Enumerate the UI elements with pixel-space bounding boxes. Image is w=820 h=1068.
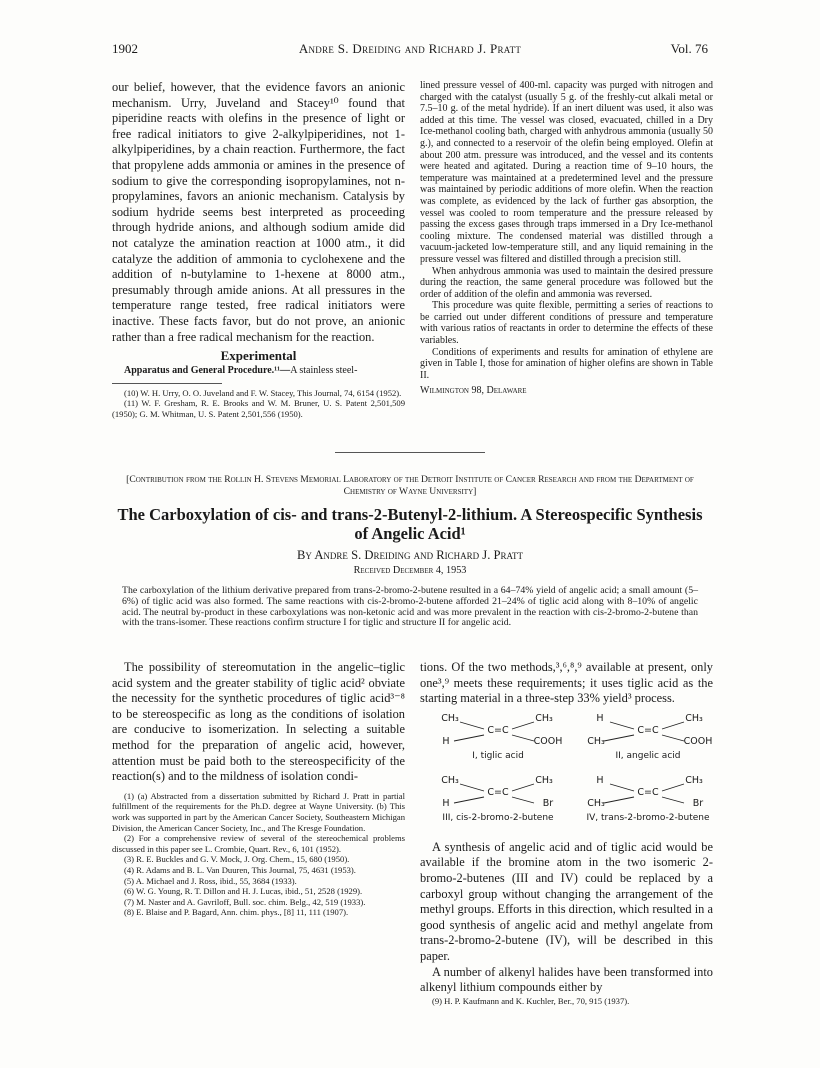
footnote-11: (11) W. F. Gresham, R. E. Brooks and W. M. Bruner, U. S. Patent 2,501,509 (1950); G. M. Whitman, U. S. Patent 2,501,556 (1950). xyxy=(112,398,405,419)
substituent-top-right: CH₃ xyxy=(685,712,703,724)
substituent-bottom-right: COOH xyxy=(533,735,563,747)
bond-line xyxy=(662,784,684,791)
footnote-10: (10) W. H. Urry, O. O. Juveland and F. W. Stacey, This Journal, 74, 6154 (1952). xyxy=(124,387,402,398)
structure-label: IV, trans-2-bromo-2-butene xyxy=(586,812,710,823)
substituent-top-right: CH₃ xyxy=(685,774,703,786)
procedure-paragraph-4: Conditions of experiments and results for amination of ethylene are given in Table I, those for amination of higher olefins are shown in Table II. xyxy=(420,346,713,381)
synthesis-paragraph: A synthesis of angelic acid and of tiglic acid would be available if the bromine atom in the two isomeric 2-bromo-2-butenes (III and IV) could be replaced by a carboxyl group without changing the arrangement of the methyl groups. Efforts in this direction, which resulted in a good synthesis of angelic acid and methyl angelate from trans-2-bromo-2-butene (IV), will be described in this paper. xyxy=(420,839,713,963)
bond-line xyxy=(662,797,684,803)
footnote-rule xyxy=(112,383,222,384)
substituent-bottom-left: H xyxy=(442,735,450,747)
footnote-2: (2) For a comprehensive review of several of the stereochemical problems discussed in this paper see L. Crombie, Quart. Rev., 6, 101 (1952). xyxy=(112,833,405,854)
procedure-paragraph-1: lined pressure vessel of 400-ml. capacity was purged with nitrogen and charged with the catalyst (usually 5 g. of the freshly-cut alkali metal or 7.5–10 g. of the metal hydride). If an inert diluent was used, it also was added at this time. The vessel was closed, evacuated, chilled in a Dry Ice-methanol cooling bath, charged with anhydrous ammonia (usually 50 g.), and connected to a reservoir of the olefin being employed. Olefin at about 200 atm. pressure was introduced, and the vessel and its contents were heated and agitated. During a reaction time of 9–10 hours, the temperature was maintained at a predetermined level and the pressure was maintained by periodic additions of more olefin. When the reaction was complete, as evidenced by the lack of further gas absorption, the vessel was cooled to room temperature and the pressure released by passing the excess gases through traps immersed in a Dry Ice-methanol cooling mixture. The condensed material was distilled through a vacuum-jacketed low-temperature still, and any liquid remaining in the pressure vessel was filtered and distilled through a precision still. xyxy=(420,80,713,265)
footnote-1: (1) (a) Abstracted from a dissertation submitted by Richard J. Pratt in partial fulfillment of the requirements for the Ph.D. degree at Wayne University. (b) This work was supported in part by the American Cancer Society, Southeastern Michigan Division, the American Cancer Society, Inc., and The Kresge Foundation. xyxy=(112,790,405,833)
structure-label: I, tiglic acid xyxy=(472,750,524,761)
experimental-text: A stainless steel- xyxy=(290,365,358,377)
substituent-top-left: CH₃ xyxy=(441,774,459,786)
bond-line xyxy=(604,797,634,803)
substituent-top-left: CH₃ xyxy=(441,712,459,724)
procedure-paragraph-2: When anhydrous ammonia was used to maintain the desired pressure during the reaction, the same general procedure was followed but the order of addition of the olefin and ammonia was reversed. xyxy=(420,265,713,300)
location: Wilmington 98, Delaware xyxy=(420,385,527,397)
abstract: The carboxylation of the lithium derivative prepared from trans-2-bromo-2-butene resulted in a 64–74% yield of angelic acid; a small amount (5–6%) of tiglic acid was also formed. The same reactions with cis-2-bromo-2-butene afforded 21–24% of tiglic acid along with 8–10% of angelic acid. The neutral by-product in these carboxylations was non-ketonic acid and was more prevalent in the reaction with cis-2-bromo-2-butene than with the trans-isomer. These reactions confirm structure I for tiglic and structure II for angelic acid. xyxy=(122,585,698,629)
substituent-bottom-right: Br xyxy=(542,797,554,809)
article-title: The Carboxylation of cis- and trans-2-Butenyl-2-lithium. A Stereospecific Synthesis of Angelic Acid¹ xyxy=(117,505,703,543)
prev-body-text: our belief, however, that the evidence favors an anionic mechanism. Urry, Juveland and Stacey¹⁰ found that piperidine reacts with olefins in the presence of light or free radical initiators to give 2-alkylpiperidines, not 1-alkylpiperidines, by a chain reaction. Furthermore, the fact that propylene adds ammonia or amines in the presence of sodium to give the corresponding isopropylamines, not n-propylamines, favors an anionic mechanism. Catalysis by sodium hydride seems best interpreted as proceeding through hydride anions, and although sodium amide did not catalyze the amination reaction at 1000 atm., it did catalyze the addition of ammonia to cyclohexene and the addition of n-butylamine to 1-hexene at 8000 atm., presumably through amide anions. At all pressures in the temperature range tested, free radical initiators were inactive. These facts favor, but do not prove, an anionic rather than a free radical mechanism for the reaction. xyxy=(112,80,405,344)
footnote-9: (9) H. P. Kaufmann and K. Kuchler, Ber., 70, 915 (1937). xyxy=(432,995,630,1006)
double-bond-label: C=C xyxy=(637,724,659,736)
bond-line xyxy=(662,722,684,729)
bond-line xyxy=(512,735,534,741)
bond-line xyxy=(610,784,634,791)
article-right-column xyxy=(420,660,713,1006)
double-bond-label: C=C xyxy=(637,786,659,798)
footnote-8: (8) E. Blaise and P. Bagard, Ann. chim. phys., [8] 11, 111 (1907). xyxy=(124,907,349,918)
footnotes xyxy=(112,791,405,918)
bond-line xyxy=(460,784,484,791)
substituent-top-right: CH₃ xyxy=(535,712,553,724)
alkenyl-paragraph: A number of alkenyl halides have been transformed into alkenyl lithium compounds either by xyxy=(420,964,713,995)
procedure-paragraph-3: This procedure was quite flexible, permitting a series of reactions to be carried out under different conditions of pressure and temperature with various ratios of reactants in order to determine the effects of these variables. xyxy=(420,300,713,347)
prev-article-right-column xyxy=(420,80,713,396)
structure-label: III, cis-2-bromo-2-butene xyxy=(442,812,554,823)
substituent-bottom-right: Br xyxy=(692,797,704,809)
double-bond-label: C=C xyxy=(487,786,509,798)
intro-continued: tions. Of the two methods,³,⁶,⁸,⁹ available at present, only one³,⁹ meets these requirements; it uses tiglic acid as the starting material in a three-step 33% yield³ process. xyxy=(420,660,713,706)
substituent-bottom-left: H xyxy=(442,797,450,809)
chemical-structures xyxy=(420,707,713,835)
footnote-7: (7) M. Naster and A. Gavriloff, Bull. soc. chim. Belg., 42, 519 (1933). xyxy=(124,896,366,907)
substituent-bottom-right: COOH xyxy=(683,735,713,747)
structure-label: II, angelic acid xyxy=(615,750,681,761)
substituent-top-right: CH₃ xyxy=(535,774,553,786)
intro-text: The possibility of stereomutation in the angelic–tiglic acid system and the greater stability of tiglic acid² obviate the necessity for the synthetic procedures of tiglic acid³⁻⁸ to be stereospecific as long as the conditions of isolation are conducive to isomerization. In selecting a suitable method for the preparation of angelic acid, however, attention must be paid both to the stereospecificity of the reaction(s) and to the mildness of isolation condi- xyxy=(112,660,405,784)
bond-line xyxy=(460,722,484,729)
substituent-bottom-left: CH₃ xyxy=(587,735,605,747)
substituent-top-left: H xyxy=(596,774,604,786)
bond-line xyxy=(454,797,484,803)
footnote-4: (4) R. Adams and B. L. Van Duuren, This Journal, 75, 4631 (1953). xyxy=(124,864,356,875)
bond-line xyxy=(512,797,534,803)
volume-number: Vol. 76 xyxy=(670,41,708,56)
footnote-6: (6) W. G. Young, R. T. Dillon and H. J. Lucas, ibid., 51, 2528 (1929). xyxy=(124,886,363,897)
experimental-lead: Apparatus and General Procedure.¹¹— xyxy=(124,365,291,377)
double-bond-label: C=C xyxy=(487,724,509,736)
footnote-3: (3) R. E. Buckles and G. V. Mock, J. Org. Chem., 15, 680 (1950). xyxy=(124,854,350,865)
substituent-top-left: H xyxy=(596,712,604,724)
article-left-column xyxy=(112,660,405,918)
prev-article-left-column xyxy=(112,80,405,419)
bond-line xyxy=(512,722,534,729)
received-date: Received December 4, 1953 xyxy=(353,565,467,576)
substituent-bottom-left: CH₃ xyxy=(587,797,605,809)
bond-line xyxy=(512,784,534,791)
bond-line xyxy=(662,735,684,741)
article-separator xyxy=(335,452,485,453)
contribution-line: [Contribution from the Rollin H. Stevens Memorial Laboratory of the Detroit Institute of Cancer Research and from the Department of Chemistry of Wayne University] xyxy=(126,474,694,497)
footnote-5: (5) A. Michael and J. Ross, ibid., 55, 3684 (1933). xyxy=(124,875,297,886)
authors: By Andre S. Dreiding and Richard J. Pratt xyxy=(296,548,524,562)
page-number: 1902 xyxy=(112,41,138,56)
bond-line xyxy=(604,735,634,741)
experimental-heading: Experimental xyxy=(220,348,297,364)
bond-line xyxy=(610,722,634,729)
experimental-paragraph xyxy=(112,365,405,377)
bond-line xyxy=(454,735,484,741)
running-title: Andre S. Dreiding and Richard J. Pratt xyxy=(298,41,522,56)
